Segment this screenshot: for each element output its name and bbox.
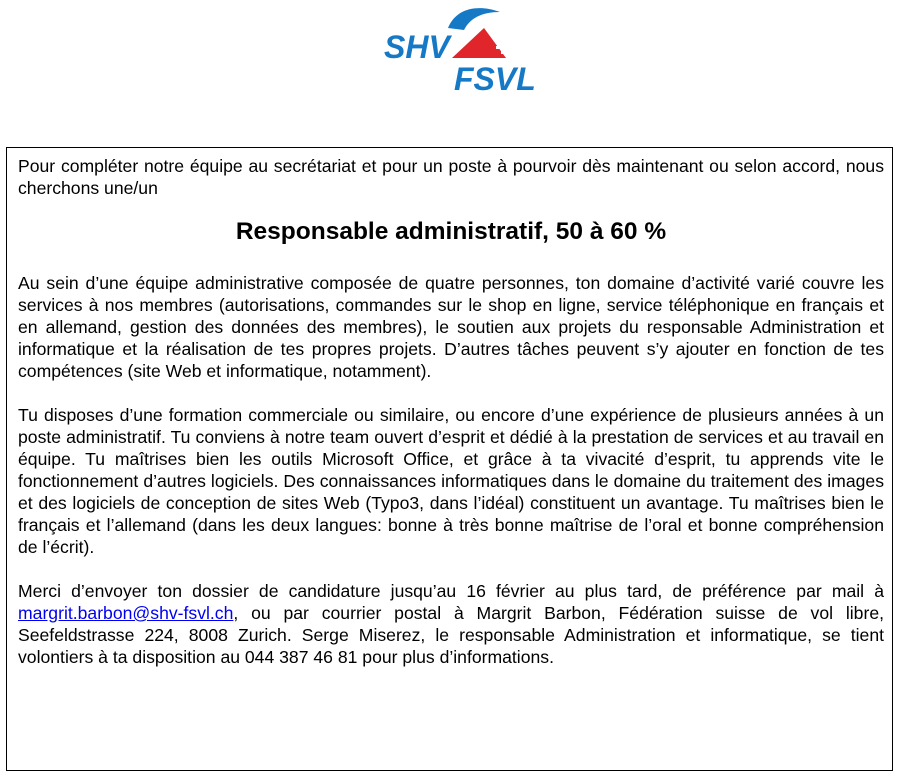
application-text-start: Merci d’envoyer ton dossier de candidature jusqu’au 16 février au plus tard, de préférence par mail à: [18, 581, 884, 601]
application-paragraph: [18, 580, 884, 668]
intro-paragraph: Pour compléter notre équipe au secrétariat et pour un poste à pourvoir dès maintenant ou selon accord, nous cherchons une/un: [18, 156, 884, 198]
job-title: Responsable administratif, 50 à 60 %: [235, 218, 667, 245]
logo-text-shv: SHV: [384, 29, 450, 65]
profile-paragraph: Tu disposes d’une formation commerciale ou similaire, ou encore d’une expérience de plusieurs années à un poste administratif. Tu conviens à notre team ouvert d’esprit et dédié à la prestation de services et au travail en équipe. Tu maîtrises bien les outils Microsoft Office, et grâce à ta vivacité d’esprit, tu apprends vite le fonctionnement d’autres logiciels. Des connaissances informatiques dans le domaine du traitement des images et des logiciels de conception de sites Web (Typo3, dans l’idéal) constituent un avantage. Tu maîtrises bien le français et l’allemand (dans les deux langues: bonne à très bonne maîtrise de l’oral et bonne compréhension de l’écrit).: [18, 405, 884, 557]
glider-swiss-cross-icon: [448, 8, 509, 58]
email-link[interactable]: margrit.barbon@shv-fsvl.ch: [18, 603, 234, 623]
job-ad-content: [18, 155, 884, 668]
logo-text-fsvl: FSVL: [454, 61, 536, 96]
shv-fsvl-logo: [378, 6, 548, 96]
tasks-paragraph: Au sein d’une équipe administrative composée de quatre personnes, ton domaine d’activité varié couvre les services à nos membres (autorisations, commandes sur le shop en ligne, service téléphonique en français et en allemand, gestion des données des membres), le soutien aux projets du responsable Administration et informatique et la réalisation de tes propres projets. D’autres tâches peuvent s’y ajouter en fonction de tes compétences (site Web et informatique, notamment).: [18, 273, 884, 381]
application-text-end: , ou par courrier postal à Margrit Barbon, Fédération suisse de vol libre, Seefeldstrasse 224, 8008 Zurich. Serge Miserez, le responsable Administration et informatique, se tient volontiers à ta disposition au 044 387 46 81 pour plus d’informations.: [18, 603, 884, 667]
